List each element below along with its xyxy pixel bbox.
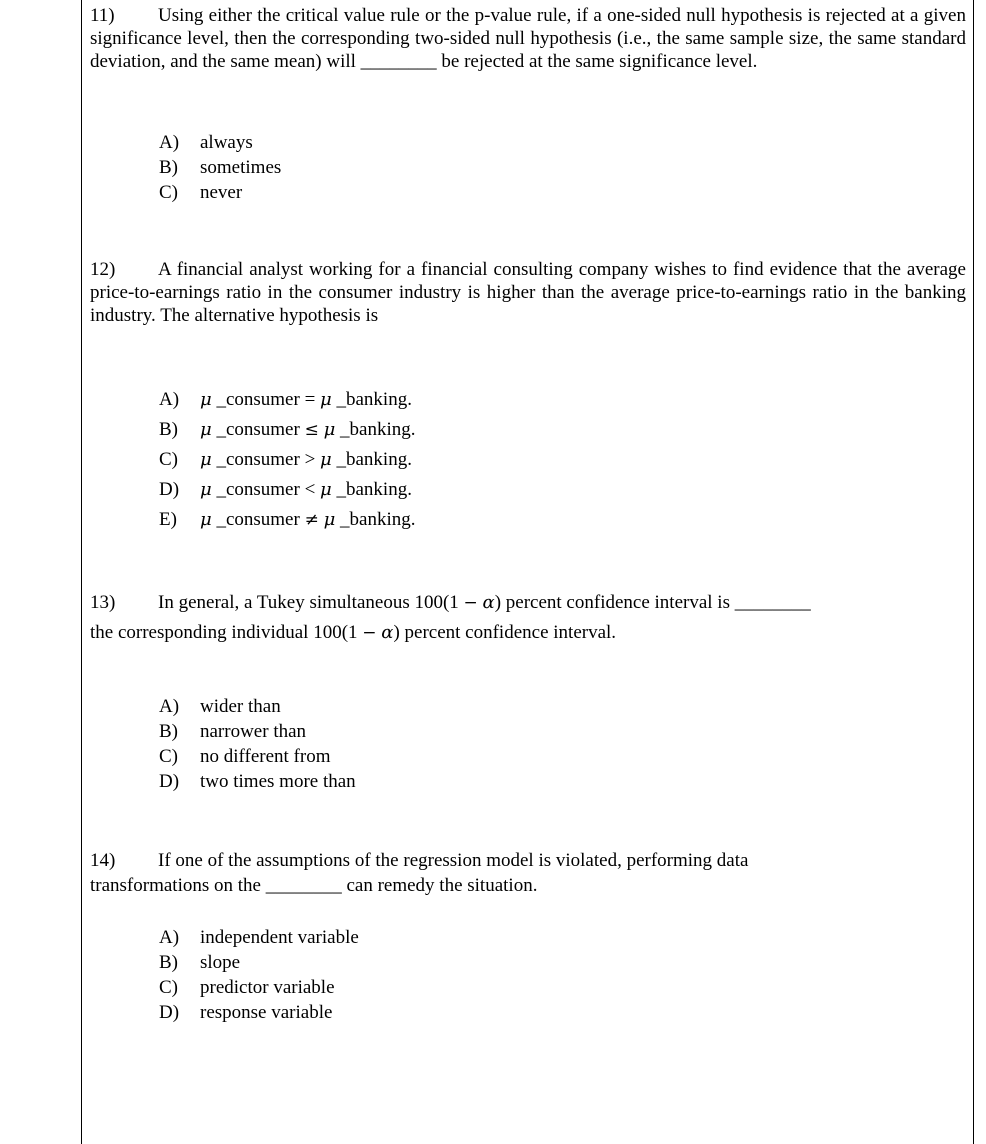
option-label: C) [159,746,178,767]
option-text: _banking. [336,479,412,500]
option-c[interactable] [159,744,356,769]
option-text: two times more than [200,771,356,792]
option-d[interactable] [159,475,416,505]
alpha-symbol: α [381,622,394,643]
option-b[interactable] [159,155,281,180]
option-text: independent variable [200,927,359,948]
option-text: wider than [200,696,281,717]
option-label: C) [159,977,178,998]
question-body: transformations on the ________ can remedy the situation. [90,875,538,896]
question-number: 12) [90,259,116,280]
question-number: 14) [90,850,116,871]
option-label: B) [159,721,178,742]
option-label: C) [159,182,178,203]
option-text: _banking. [340,509,416,530]
minus-symbol: − [463,593,478,613]
mu-symbol: μ [320,479,332,500]
question-body: ) percent confidence interval. [393,622,617,643]
option-label: C) [159,449,178,470]
question-13 [90,588,966,648]
mu-symbol: μ [320,449,332,470]
option-e[interactable] [159,505,416,535]
mu-symbol: μ [320,389,332,410]
option-a[interactable] [159,130,281,155]
option-text: slope [200,952,241,973]
question-11-text [90,4,966,73]
mu-symbol: μ [323,419,336,440]
option-a[interactable] [159,925,359,950]
option-text: _consumer [216,449,300,470]
question-body: the corresponding individual 100(1 [90,622,358,643]
option-text: _consumer [216,419,300,440]
operator: = [304,389,316,410]
option-text: predictor variable [200,977,335,998]
mu-symbol: μ [200,449,212,470]
option-text: never [200,182,243,203]
option-text: always [200,132,253,153]
question-14 [90,848,966,898]
alpha-symbol: α [482,592,495,613]
option-text: _banking. [340,419,416,440]
option-c[interactable] [159,975,359,1000]
option-d[interactable] [159,769,356,794]
option-c[interactable] [159,445,416,475]
question-11 [90,4,966,73]
operator: > [304,449,316,470]
option-label: D) [159,771,180,792]
option-label: B) [159,419,178,440]
question-body: Using either the critical value rule or the p-value rule, if a one-sided null hypothesis is rejected at a given significance level, then the corresponding two-sided null hypothesis (i.e., the same sample size, the same standard deviation, and the same mean) will ________ be rejected at the same significance level. [90,5,966,72]
option-text: narrower than [200,721,307,742]
question-12 [90,258,966,327]
option-label: A) [159,389,180,410]
question-number: 13) [90,592,116,613]
question-14-options [159,925,359,1025]
option-text: _banking. [336,449,412,470]
option-label: E) [159,509,177,530]
mu-symbol: μ [200,509,212,530]
operator: ≠ [304,510,319,530]
option-label: B) [159,157,178,178]
option-text: _consumer [216,509,300,530]
question-body: A financial analyst working for a financial consulting company wishes to find evidence that the average price-to-earnings ratio in the consumer industry is higher than the average price-to-earnings ratio in the banking industry. The alternative hypothesis is [90,259,966,326]
question-11-options [159,130,281,205]
question-body: If one of the assumptions of the regression model is violated, performing data [158,850,749,871]
question-12-options [159,385,416,535]
option-c[interactable] [159,180,281,205]
option-text: sometimes [200,157,282,178]
minus-symbol: − [362,623,377,643]
option-text: no different from [200,746,331,767]
option-text: _consumer [216,389,300,410]
option-text: _banking. [336,389,412,410]
option-text: response variable [200,1002,333,1023]
option-b[interactable] [159,950,359,975]
option-d[interactable] [159,1000,359,1025]
mu-symbol: μ [200,419,212,440]
option-label: B) [159,952,178,973]
mu-symbol: μ [200,479,212,500]
option-label: A) [159,132,180,153]
mu-symbol: μ [323,509,336,530]
option-b[interactable] [159,719,356,744]
option-a[interactable] [159,694,356,719]
question-14-text [90,848,966,898]
option-b[interactable] [159,415,416,445]
option-label: D) [159,479,180,500]
question-number: 11) [90,5,115,26]
operator: < [304,479,316,500]
operator: ≤ [304,420,319,440]
question-body: ) percent confidence interval is ________ [494,592,811,613]
option-a[interactable] [159,385,416,415]
mu-symbol: μ [200,389,212,410]
option-text: _consumer [216,479,300,500]
question-13-options [159,694,356,794]
option-label: A) [159,696,180,717]
question-12-text [90,258,966,327]
option-label: D) [159,1002,180,1023]
question-body: In general, a Tukey simultaneous 100(1 [158,592,459,613]
question-13-text [90,588,966,648]
option-label: A) [159,927,180,948]
